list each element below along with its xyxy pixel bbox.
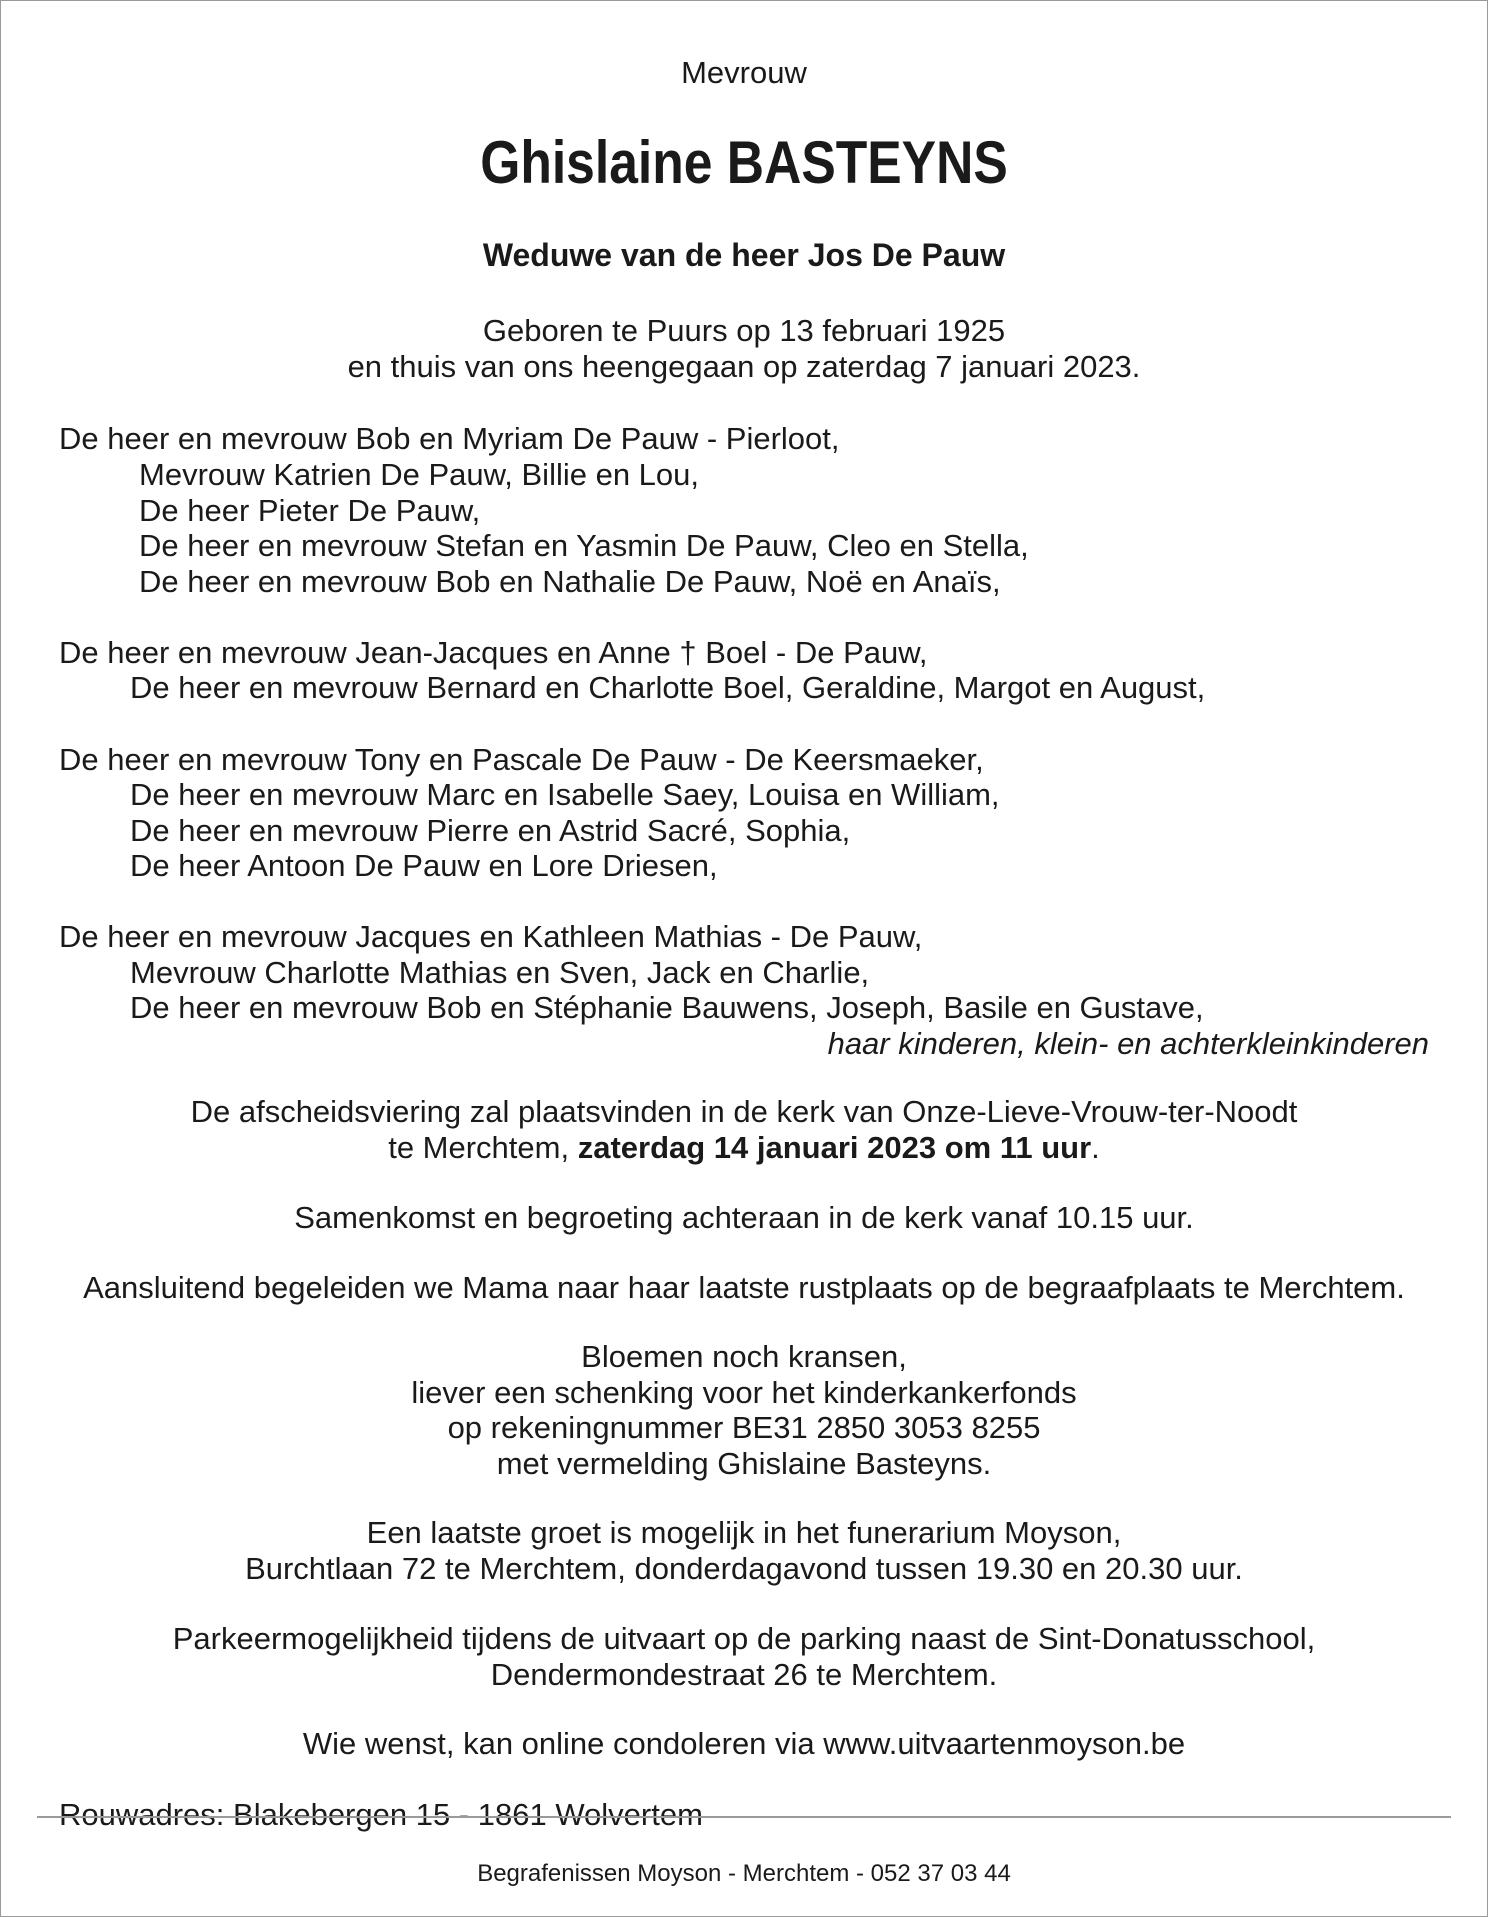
donation-line: met vermelding Ghislaine Basteyns. <box>496 1446 992 1481</box>
footer-divider <box>37 1816 1451 1818</box>
parking-line: Parkeermogelijkheid tijdens de uitvaart op de parking naast de Sint-Donatusschool, <box>172 1621 1316 1656</box>
ceremony-datetime: zaterdag 14 januari 2023 om 11 uur <box>577 1130 1092 1165</box>
donation-line: Bloemen noch kransen, <box>581 1339 907 1374</box>
mourning-address: Rouwadres: Blakebergen 15 - 1861 Wolvertem <box>59 1797 703 1832</box>
death-line: en thuis van ons heengegaan op zaterdag 7 januari 2023. <box>347 349 1141 384</box>
gathering-text: Samenkomst en begroeting achteraan in de kerk vanaf 10.15 uur. <box>294 1200 1194 1235</box>
family-member: De heer en mevrouw Marc en Isabelle Saey, Louisa en William, <box>130 777 1000 812</box>
donation-line: liever een schenking voor het kinderkankerfonds <box>411 1375 1077 1410</box>
family-head: De heer en mevrouw Tony en Pascale De Pauw - De Keersmaeker, <box>59 742 984 777</box>
burial-text: Aansluitend begeleiden we Mama naar haar laatste rustplaats op de begraafplaats te Merchtem. <box>83 1270 1405 1305</box>
family-member: De heer Antoon De Pauw en Lore Driesen, <box>130 848 718 883</box>
birth-line: Geboren te Puurs op 13 februari 1925 <box>482 313 1006 348</box>
ceremony-punctuation: . <box>1091 1130 1100 1165</box>
parking-line: Dendermondestraat 26 te Merchtem. <box>490 1657 998 1692</box>
visitation-line: Een laatste groet is mogelijk in het funerarium Moyson, <box>366 1515 1122 1550</box>
condolence-text: Wie wenst, kan online condoleren via www.uitvaartenmoyson.be <box>302 1726 1186 1761</box>
family-member: Mevrouw Katrien De Pauw, Billie en Lou, <box>139 457 700 492</box>
honorific: Mevrouw <box>681 55 807 90</box>
footer-undertaker: Begrafenissen Moyson - Merchtem - 052 37 03 44 <box>477 1860 1011 1887</box>
ceremony-date-line <box>1 1130 1487 1166</box>
family-head: De heer en mevrouw Bob en Myriam De Pauw - Pierloot, <box>59 421 840 456</box>
donation-account: op rekeningnummer BE31 2850 3053 8255 <box>447 1410 1041 1445</box>
family-member: De heer en mevrouw Bob en Stéphanie Bauwens, Joseph, Basile en Gustave, <box>130 990 1204 1025</box>
visitation-line: Burchtlaan 72 te Merchtem, donderdagavond tussen 19.30 en 20.30 uur. <box>245 1551 1243 1586</box>
relation-note: haar kinderen, klein- en achterkleinkinderen <box>827 1026 1429 1061</box>
family-member: De heer en mevrouw Bernard en Charlotte Boel, Geraldine, Margot en August, <box>130 670 1206 705</box>
family-member: De heer en mevrouw Bob en Nathalie De Pauw, Noë en Anaïs, <box>139 564 1001 599</box>
family-head: De heer en mevrouw Jacques en Kathleen Mathias - De Pauw, <box>59 919 923 954</box>
family-member: De heer Pieter De Pauw, <box>139 493 481 528</box>
ceremony-place: te Merchtem, <box>388 1130 578 1165</box>
family-head: De heer en mevrouw Jean-Jacques en Anne † Boel - De Pauw, <box>59 635 928 670</box>
ceremony-line: De afscheidsviering zal plaatsvinden in de kerk van Onze-Lieve-Vrouw-ter-Noodt <box>190 1094 1298 1129</box>
family-member: De heer en mevrouw Stefan en Yasmin De Pauw, Cleo en Stella, <box>139 528 1029 563</box>
widow-subtitle: Weduwe van de heer Jos De Pauw <box>482 237 1006 273</box>
family-member: De heer en mevrouw Pierre en Astrid Sacré, Sophia, <box>130 813 851 848</box>
family-member: Mevrouw Charlotte Mathias en Sven, Jack en Charlie, <box>130 955 870 990</box>
deceased-name: Ghislaine BASTEYNS <box>480 129 1008 196</box>
